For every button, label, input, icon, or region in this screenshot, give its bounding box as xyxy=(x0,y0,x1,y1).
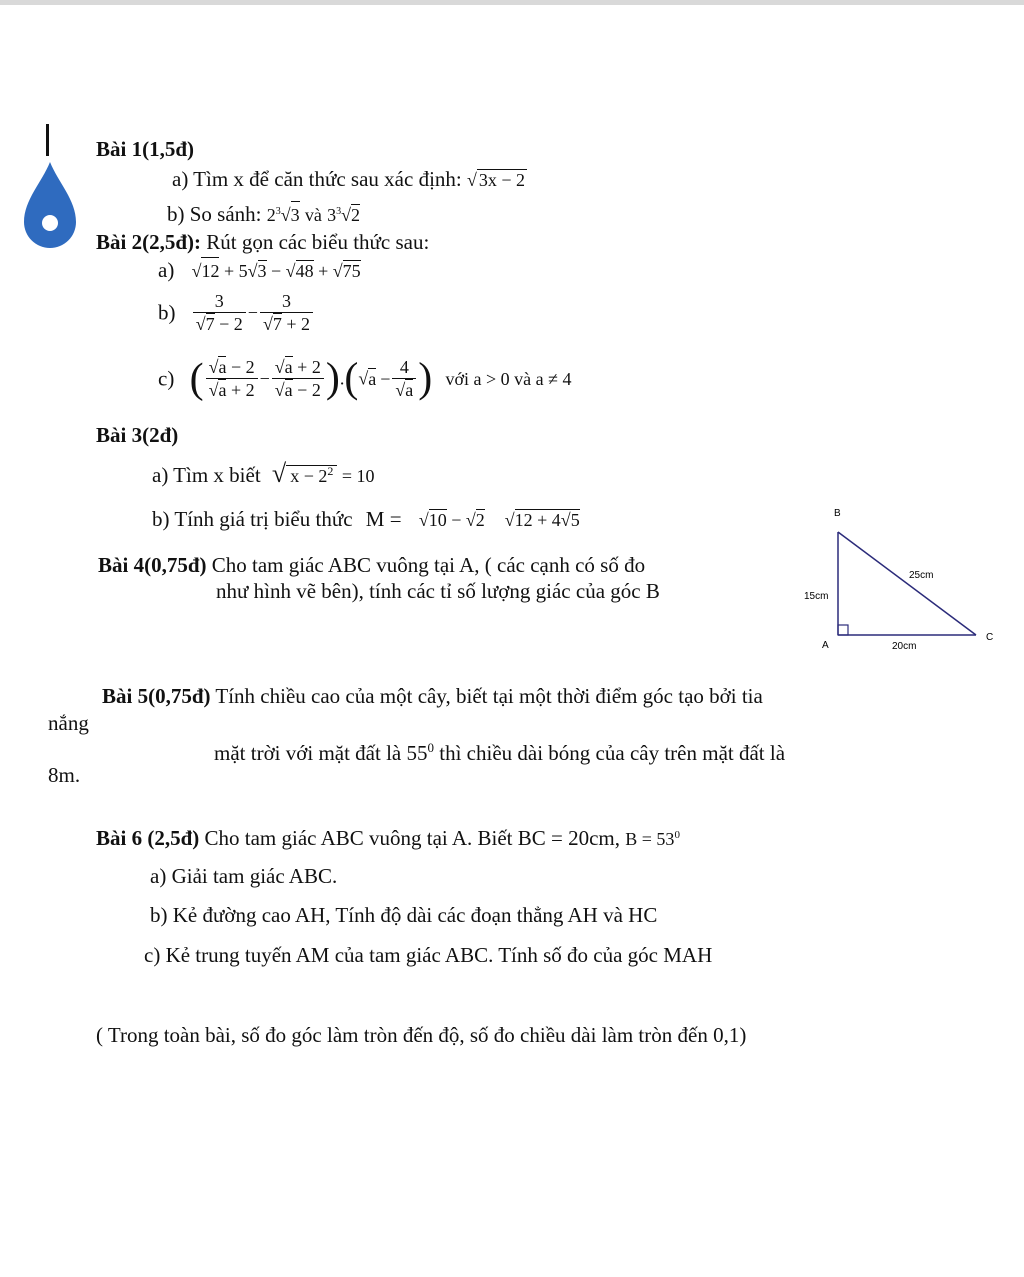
b3-b xyxy=(152,506,580,533)
b2-b-frac2: $\frac{3}{√7 + 2}$ xyxy=(260,290,313,335)
b3-b-M: M = xyxy=(365,507,402,531)
b2-c: c) ( $\frac{√a - 2}{√a + 2}$ − $\frac{√a + 2}{√a - 2}$ ).(√a − $\frac{4}{√a}$ ) với a > 0 và a ≠ 4 xyxy=(158,355,572,402)
label-ab: 15cm xyxy=(804,591,829,602)
b5-line3: mặt trời với mặt đất là $55^0$ thì chiều dài bóng của cây trên mặt đất là xyxy=(214,740,786,765)
b1-b-expr2: $3^3√2$ xyxy=(327,205,361,225)
vertex-b-label: B xyxy=(834,508,841,519)
b1-b xyxy=(167,199,360,228)
b2-subtitle: Rút gọn các biểu thức sau: xyxy=(206,230,430,254)
b3-b-expr: √10 − √2 √12 + 4√5 xyxy=(418,510,580,530)
b4-line1: Bài 4(0,75đ) Cho tam giác ABC vuông tại A, ( các cạnh có số đo xyxy=(98,553,646,577)
b3-title: Bài 3(2đ) xyxy=(96,423,179,447)
b2-c-frac3: $\frac{4}{√a}$ xyxy=(392,356,416,401)
b2-a: a) √12 + 5√3 − √48 + √75 xyxy=(158,258,361,282)
b1-b-expr1: $2^3√3$ xyxy=(267,205,300,225)
b3-a-expr: √ $x - 2^2 = 10$ xyxy=(271,459,375,488)
vertex-a-label: A xyxy=(822,640,829,651)
b3-b-text: b) Tính giá trị biểu thức xyxy=(152,507,353,531)
b5-line1: Bài 5(0,75đ) Tính chiều cao của một cây, biết tại một thời điểm góc tạo bởi tia xyxy=(102,684,763,708)
b6-c: c) Kẻ trung tuyến AM của tam giác ABC. Tính số đo của góc MAH xyxy=(144,943,713,967)
b1-a xyxy=(172,166,527,193)
b6-angle: $B = 53^0$ xyxy=(625,829,680,849)
b1-title: Bài 1(1,5đ) xyxy=(96,137,195,161)
b2-heading xyxy=(96,229,429,255)
right-angle-mark xyxy=(838,625,848,635)
b1-a-text: a) Tìm x để căn thức sau xác định: xyxy=(172,167,462,191)
b2-c-condition: với a > 0 và a ≠ 4 xyxy=(445,368,572,389)
water-drop-icon xyxy=(22,160,78,250)
b2-b-frac1: $\frac{3}{√7 - 2}$ xyxy=(193,290,246,335)
top-border xyxy=(0,0,1024,5)
b5-title: Bài 5(0,75đ) xyxy=(102,684,211,708)
b6-title: Bài 6 (2,5đ) xyxy=(96,826,200,850)
vertex-c-label: C xyxy=(986,632,994,643)
b5-line4: 8m. xyxy=(48,763,81,787)
b6-b: b) Kẻ đường cao AH, Tính độ dài các đoạn thẳng AH và HC xyxy=(150,903,658,927)
b1-a-sqrt: √ 3x − 2 xyxy=(466,170,526,190)
b2-title: Bài 2(2,5đ): xyxy=(96,230,201,254)
label-bc: 25cm xyxy=(909,570,934,581)
b3-a-text: a) Tìm x biết xyxy=(152,463,261,487)
b5-line2: nắng xyxy=(48,711,89,735)
b1-b-and: và xyxy=(304,205,322,225)
b2-c-frac1: $\frac{√a - 2}{√a + 2}$ xyxy=(206,356,258,401)
side-bc xyxy=(838,532,976,635)
b2-b: b) $\frac{3}{√7 - 2}$ − $\frac{3}{√7 + 2}$ xyxy=(158,290,315,340)
b6-a: a) Giải tam giác ABC. xyxy=(150,864,338,888)
triangle-figure xyxy=(796,500,1002,660)
b2-a-expr: √12 + 5√3 − √48 + √75 xyxy=(192,261,361,281)
b2-c-frac2: $\frac{√a + 2}{√a - 2}$ xyxy=(272,356,324,401)
b1-b-text: b) So sánh: xyxy=(167,202,262,226)
b6-intro: Bài 6 (2,5đ) Cho tam giác ABC vuông tại A. Biết BC = 20cm, $B = 53^0$ xyxy=(96,826,680,850)
b3-a xyxy=(152,458,375,489)
footer-note: ( Trong toàn bài, số đo góc làm tròn đến độ, số đo chiều dài làm tròn đến 0,1) xyxy=(96,1023,747,1047)
text-cursor-icon xyxy=(46,124,49,156)
b4-line2: như hình vẽ bên), tính các tỉ số lượng giác của góc B xyxy=(216,579,660,603)
label-ac: 20cm xyxy=(892,641,917,652)
b4-title: Bài 4(0,75đ) xyxy=(98,553,207,577)
